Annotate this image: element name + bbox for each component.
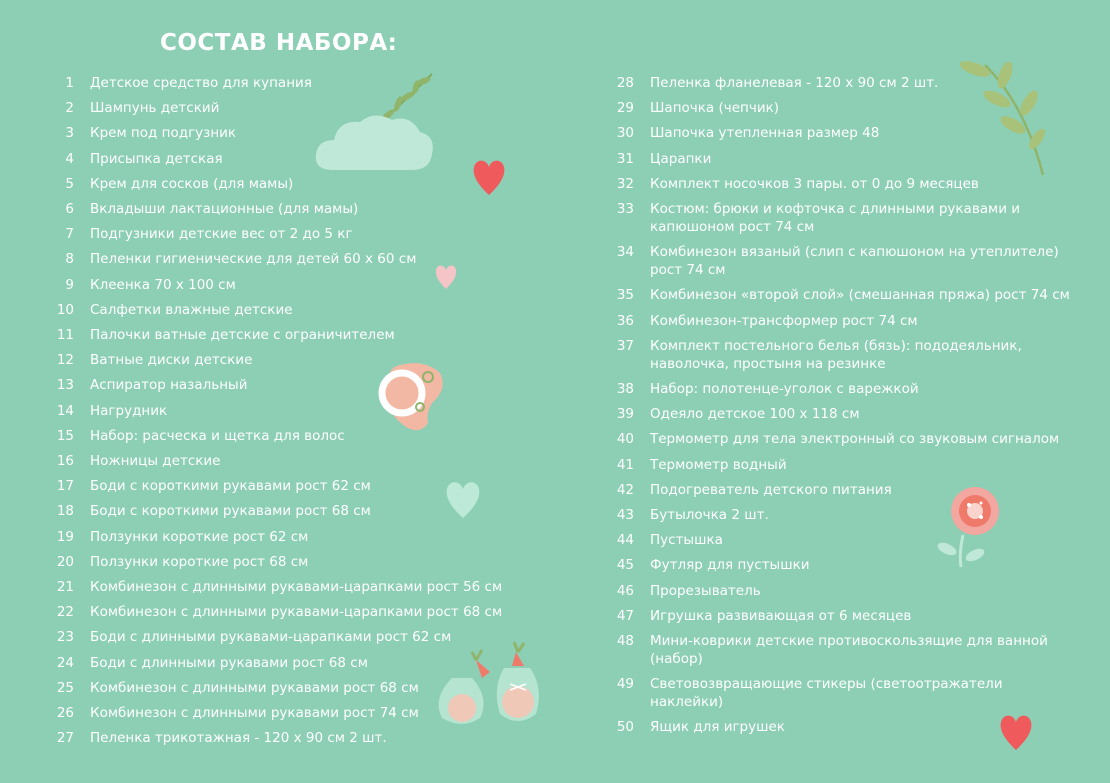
item-number: 2 [65,100,74,117]
item-text: Комбинезон-трансформер рост 74 см [650,312,918,329]
item-number: 5 [65,175,74,192]
item-text: Крем под подгузник [90,125,237,142]
item-text: Термометр для тела электронный со звуковым сигналом [650,431,1060,448]
item-text: Пустышка [650,532,723,549]
item-number: 11 [56,327,74,343]
item-text: Подгузники детские вес от 2 до 5 кг [90,226,353,243]
heart-icon [470,155,508,197]
item-text: Боди с короткими рукавами рост 62 см [90,478,371,495]
flower-icon [925,485,1005,570]
item-text: Пеленка трикотажная - 120 х 90 см 2 шт. [90,730,387,747]
item-number: 41 [616,456,634,473]
item-text-continuation: капюшоном рост 74 см [650,219,815,235]
item-text: Ножницы детские [90,453,221,469]
item-number: 28 [616,75,634,91]
item-text: Пеленки гигиенические для детей 60 х 60 см [90,251,417,268]
item-number: 8 [65,251,74,268]
item-text: Нагрудник [90,402,168,419]
heart-icon [443,476,483,520]
item-text-continuation: (набор) [650,651,703,667]
item-number: 34 [616,244,634,261]
item-number: 10 [56,301,74,318]
item-number: 17 [56,478,74,495]
item-number: 1 [65,75,74,91]
item-text-continuation: рост 74 см [650,262,726,279]
item-text: Костюм: брюки и кофточка с длинными рукавами и [650,201,1021,217]
item-number: 43 [616,507,634,523]
item-number: 32 [616,175,634,192]
item-number: 49 [616,676,634,693]
page-title: СОСТАВ НАБОРА: [160,30,398,56]
item-number: 39 [616,406,634,423]
item-text: Ящик для игрушек [650,719,785,736]
item-number: 26 [56,705,74,721]
item-text: Шапочка утепленная размер 48 [650,125,880,142]
item-number: 35 [616,287,634,304]
item-number: 18 [56,503,74,520]
item-text: Клеенка 70 х 100 см [90,276,236,293]
item-number: 22 [56,604,74,621]
item-text: Подогреватель детского питания [650,481,892,498]
item-text: Шапочка (чепчик) [650,100,780,117]
item-text: Крем для сосков (для мамы) [90,175,294,192]
item-text: Термометр водный [650,456,787,473]
item-number: 6 [65,201,74,217]
heart-icon [998,710,1034,752]
item-number: 23 [56,629,74,646]
cloud-icon [312,110,437,175]
item-number: 20 [56,553,74,570]
item-text: Световозвращающие стикеры (светоотражатели [650,676,1003,693]
item-number: 4 [65,150,74,167]
item-number: 50 [616,719,634,736]
item-text-continuation: наклейки) [650,694,724,711]
item-text: Ползунки короткие рост 62 см [90,528,309,545]
item-number: 12 [56,352,74,369]
item-text: Присыпка детская [90,150,223,167]
item-text: Боди с длинными рукавами-царапками рост 62 см [90,629,452,646]
item-number: 15 [56,427,74,444]
heart-icon [434,262,458,290]
item-number: 7 [65,226,74,243]
item-number: 21 [56,579,74,595]
item-text: Царапки [650,150,712,167]
item-text: Пеленка фланелевая - 120 х 90 см 2 шт. [650,75,939,91]
item-text: Комбинезон с длинными рукавами рост 68 см [90,679,419,696]
item-text: Комплект носочков 3 пары. от 0 до 9 месяцев [650,175,979,192]
item-number: 25 [56,679,74,696]
item-text: Набор: полотенце-уголок с варежкой [650,381,919,397]
item-number: 47 [616,607,634,624]
item-number: 16 [56,453,74,469]
item-number: 9 [65,276,74,293]
item-text: Набор: расческа и щетка для волос [90,427,345,444]
item-text: Комбинезон с длинными рукавами-царапками рост 68 см [90,604,503,621]
item-text: Комплект постельного белья (бязь): пододеяльник, [650,337,1022,354]
item-number: 3 [65,125,74,142]
item-text: Вкладыши лактационные (для мамы) [90,201,359,217]
item-number: 36 [616,312,634,329]
item-number: 46 [616,582,634,599]
item-number: 45 [616,557,634,574]
item-number: 31 [616,150,634,167]
item-text: Мини-коврики детские противоскользящие для ванной [650,633,1048,649]
item-text: Комбинезон с длинными рукавами рост 74 см [90,705,419,721]
item-number: 48 [616,633,634,649]
item-text: Палочки ватные детские с ограничителем [90,327,395,343]
item-number: 13 [56,377,74,394]
item-number: 19 [56,528,74,545]
item-number: 40 [616,431,634,448]
item-number: 29 [616,100,634,117]
carrot-bag-icon [432,638,552,728]
item-text: Шампунь детский [90,100,220,117]
item-number: 30 [616,125,634,142]
item-text: Детское средство для купания [90,75,312,91]
item-number: 38 [616,381,634,397]
item-text: Бутылочка 2 шт. [650,507,769,523]
item-number: 14 [56,402,74,419]
pacifier-icon [370,355,450,435]
item-text: Одеяло детское 100 х 118 см [650,406,860,423]
item-text: Комбинезон вязаный (слип с капюшоном на утеплителе) [650,244,1059,261]
item-number: 24 [56,654,74,671]
item-text: Ватные диски детские [90,352,253,369]
item-text-continuation: наволочка, простыня на резинке [650,355,886,372]
item-text: Боди с короткими рукавами рост 68 см [90,503,371,520]
item-text: Футляр для пустышки [650,557,810,574]
item-text: Салфетки влажные детские [90,301,293,318]
item-number: 44 [616,532,634,549]
leaf-branch-icon [955,55,1050,180]
item-number: 37 [616,337,634,354]
item-text: Игрушка развивающая от 6 месяцев [650,607,912,624]
item-text: Аспиратор назальный [90,377,248,394]
item-text: Прорезыватель [650,582,761,599]
item-text: Комбинезон «второй слой» (смешанная пряжа) рост 74 см [650,287,1070,304]
item-number: 27 [56,730,74,747]
item-text: Ползунки короткие рост 68 см [90,553,309,570]
item-number: 33 [616,201,634,217]
item-number: 42 [616,481,634,498]
item-text: Комбинезон с длинными рукавами-царапками рост 56 см [90,579,503,595]
item-text: Боди с длинными рукавами рост 68 см [90,654,368,671]
